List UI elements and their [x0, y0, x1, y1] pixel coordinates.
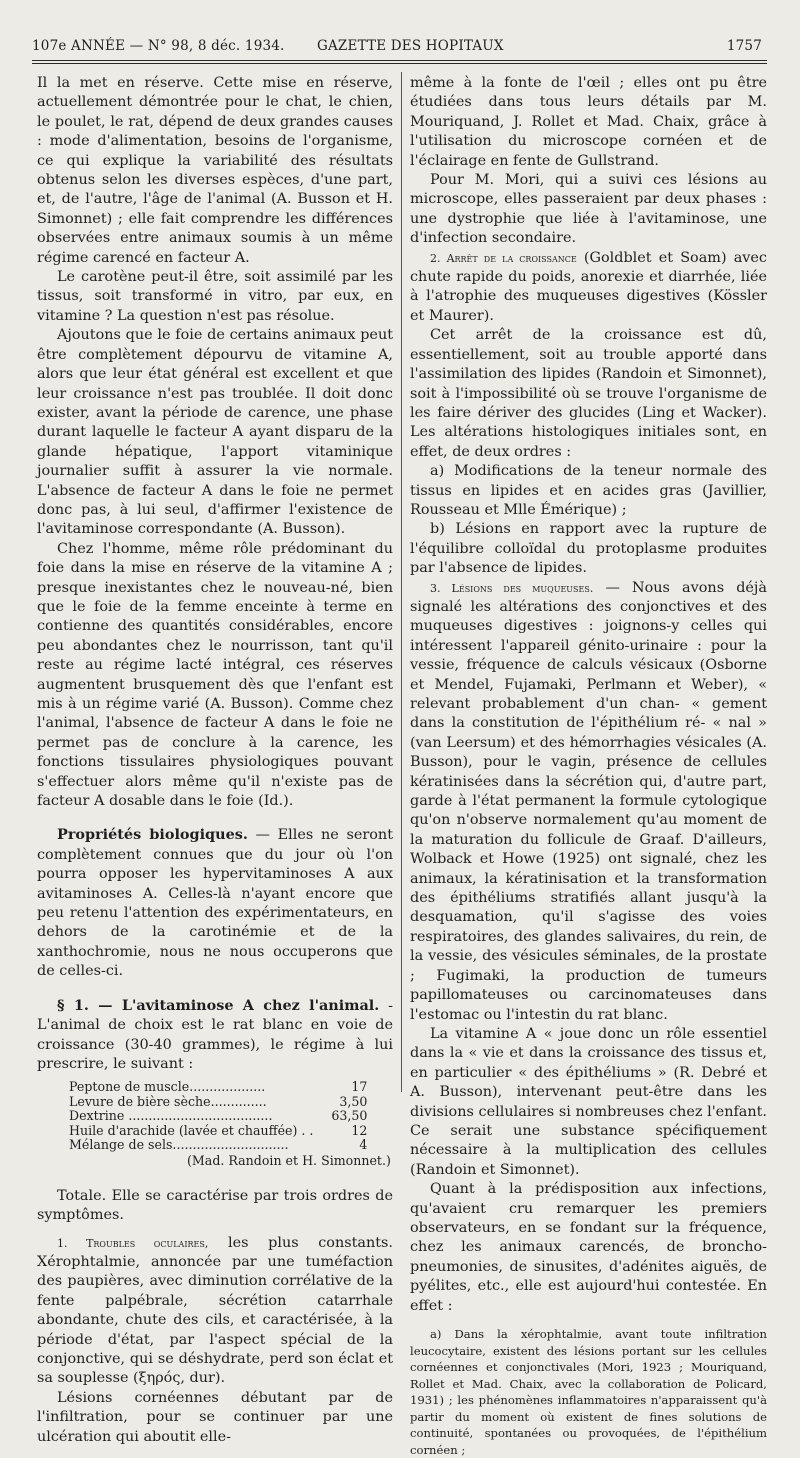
table-row: Levure de bière sèche.............. 3,50	[69, 1093, 368, 1109]
paragraph: Ajoutons que le foie de certains animaux peut être complètement dépourvu de vitamine A, alors que leur état général est excellent et que leur croissance n'est pas troublée. Il doit donc exister, avant la période de carence, une phase durant laquelle le facteur A ayant disparu de la glande hépatique, l'apport vitaminique journalier suffit à assurer la vie normale. L'absence de facteur A dans le foie ne permet donc pas, à lui seul, d'affirmer l'existence de l'avitaminose correspondante (A. Busson).	[37, 327, 393, 538]
subheading: 3. Lésions des muqueuses.	[430, 581, 594, 595]
table-row: Mélange de sels............................. 4	[69, 1137, 368, 1153]
table-source: (Mad. Randoin et H. Simonnet.)	[187, 1152, 391, 1168]
journal-title: GAZETTE DES HOPITAUX	[317, 38, 504, 54]
table-row: Dextrine .................................... 63,50	[69, 1108, 368, 1124]
paragraph: Cet arrêt de la croissance est dû, essentiellement, soit au trouble apporté dans l'assimilation des lipides (Randoin et Simonnet), soit à l'impossibilité où se trouve l'organisme de les faire dériver des glucides (Ling et Wacker). Les altérations histologiques initiales sont, en effet, de deux ordres :	[410, 327, 767, 460]
right-column	[410, 74, 767, 1458]
paragraph: La vitamine A « joue donc un rôle essentiel dans la « vie et dans la croissance des tissus et, en particulier « des épithéliums » (R. Debré et A. Busson), intervenant peut-être dans les divisions cellulaires si nombreuses chez l'enfant. Ce serait une substance spécifiquement nécessaire à la multiplication des cellules (Randoin et Simonnet).	[410, 1025, 767, 1178]
page-number: 1757	[726, 38, 762, 54]
paragraph: Totale. Elle se caractérise par trois ordres de symptômes.	[37, 1187, 393, 1224]
paragraph: Quant à la prédisposition aux infections, qu'avaient cru remarquer les premiers observateurs, en se fondant sur la fréquence, chez les animaux carencés, de broncho-pneumonies, de sinusites, d'adénites aiguës, de pyélites, etc., elle est aujourd'hui contestée. En effet :	[410, 1181, 767, 1314]
section-heading: Propriétés biologiques.	[57, 826, 248, 844]
column-divider	[401, 72, 402, 1092]
diet-table	[69, 1080, 367, 1153]
paragraph: b) Lésions en rapport avec la rupture de l'équilibre colloïdal du protoplasme produites par l'absence de lipides.	[410, 521, 767, 577]
paragraph: 2. Arrêt de la croissance (Goldblet et Soam) avec chute rapide du poids, anorexie et diarrhée, liée à l'atrophie des muqueuses digestives (Kössler et Maurer).	[410, 249, 767, 324]
header-rule-double	[32, 63, 767, 64]
paragraph: § 1. — L'avitaminose A chez l'animal. - L'animal de choix est le rat blanc en voie de croissance (30-40 grammes), le régime à lui prescrire, le suivant :	[37, 996, 393, 1072]
paragraph: Pour M. Mori, qui a suivi ces lésions au microscope, elles passeraient par deux phases : une dystrophie que liée à l'avitaminose, une d'infection secondaire.	[410, 172, 767, 247]
paragraph: 1. Troubles oculaires, les plus constants. Xérophtalmie, annoncée par une tuméfaction des paupières, avec diminution corrélative de la fente palpébrale, sécrétion catarrhale abondante, chute des cils, et caractérisée, à la période d'état, par l'aspect spécial de la conjonctive, qui se déshydrate, perd son éclat et sa souplesse (ξηρός, dur).	[37, 1234, 393, 1387]
subheading: 1. Troubles oculaires,	[57, 1236, 209, 1250]
table-row: Huile d'arachide (lavée et chauffée) . . 12	[69, 1122, 368, 1138]
paragraph: Propriétés biologiques. — Elles ne seront complètement connues que du jour où l'on pourra opposer les hypervitaminoses A aux avitaminoses A. Celles-là n'ayant encore que peu retenu l'attention des expérimentateurs, en dehors de la carotinémie et de la xanthochromie, nous ne nous occuperons que de celles-ci.	[37, 826, 393, 980]
running-header	[32, 38, 762, 60]
issue-info: 107e ANNÉE — N° 98, 8 déc. 1934.	[32, 38, 285, 54]
paragraph: Chez l'homme, même rôle prédominant du foie dans la mise en réserve de la vitamine A ; presque inexistantes chez le nouveau-né, bien que le foie de la femme enceinte à terme en contienne des quantités considérables, encore peu abondantes chez le nourrisson, tant qu'il reste au régime lacté intégral, ces réserves augmentent brusquement dès que l'enfant est mis à un régime varié (A. Busson). Comme chez l'animal, l'absence de facteur A dans le foie ne permet pas de conclure à la carence, les fonctions tissulaires physiologiques pouvant s'effectuer alors même qu'il n'existe pas de facteur A dosable dans le foie (Id.).	[37, 540, 393, 810]
section-heading: § 1. — L'avitaminose A chez l'animal.	[57, 996, 380, 1014]
paragraph: Le carotène peut-il être, soit assimilé par les tissus, soit transformé in vitro, par eux, en vitamine ? La question n'est pas résolue.	[37, 269, 393, 324]
paragraph: a) Modifications de la teneur normale des tissus en lipides et en acides gras (Javillier, Rousseau et Mlle Émérique) ;	[410, 463, 767, 518]
paragraph: même à la fonte de l'œil ; elles ont pu être étudiées dans tous leurs détails par M. Mouriquand, J. Rollet et Mad. Chaix, grâce à l'utilisation du microscope cornéen et de l'éclairage en fente de Gullstrand.	[410, 75, 767, 169]
paragraph: Lésions cornéennes débutant par de l'infiltration, pour se continuer par une ulcération qui aboutit elle-	[37, 1389, 393, 1445]
paragraph: Il la met en réserve. Cette mise en réserve, actuellement démontrée pour le chat, le chien, le poulet, le rat, dépend de deux grandes causes : mode d'alimentation, besoins de l'organisme, ce qui explique la variabilité des résultats obtenus selon les diverses espèces, d'une part, et, de l'autre, l'âge de l'animal (A. Busson et H. Simonnet) ; elle fait comprendre les différences observées entre animaux soumis à un même régime carencé en facteur A.	[37, 75, 393, 266]
paragraph: 3. Lésions des muqueuses. — Nous avons déjà signalé les altérations des conjonctives et des muqueuses digestives : joignons-y celles qui intéressent l'appareil génito-urinaire : pour la vessie, fréquence de calculs vésicaux (Osborne et Mendel, Fujamaki, Perlmann et Weber), « relevant probablement d'un chan- « gement dans la constitution de l'épithélium ré- « nal » (van Leersum) et des hémorrhagies vésicales (A. Busson), pour le vagin, présence de cellules kératinisées dans la sécrétion qui, d'autre part, garde à l'état permanent la formule cytologique qu'on n'observe normalement qu'au moment de la maturation du follicule de Graaf. D'ailleurs, Wolback et Howe (1925) ont signalé, chez les animaux, la kératinisation et la transformation des épithéliums stratifiés allant jusqu'à la desquamation, qu'il s'agisse des voies respiratoires, des glandes salivaires, du rein, de la vessie, des vésicules séminales, de la prostate ; Fugimaki, la production de tumeurs papillomateuses ou carcinomateuses dans l'estomac ou l'intestin du rat blanc.	[410, 579, 767, 1023]
left-column	[37, 74, 393, 1447]
footnote-paragraph: a) Dans la xérophtalmie, avant toute infiltration leucocytaire, existent des lésions portant sur les cellules cornéennes et conjonctivales (Mori, 1923 ; Mouriquand, Rollet et Mad. Chaix, avec la collaboration de Policard, 1931) ; les phénomènes inflammatoires n'apparaissent qu'à partir du moment où existent de fines solutions de continuité, spontanées ou provoquées, de l'épithélium cornéen ;	[410, 1327, 767, 1457]
subheading: 2. Arrêt de la croissance	[430, 251, 577, 265]
header-rule	[32, 60, 767, 61]
table-row: Peptone de muscle................... 17	[69, 1079, 368, 1095]
